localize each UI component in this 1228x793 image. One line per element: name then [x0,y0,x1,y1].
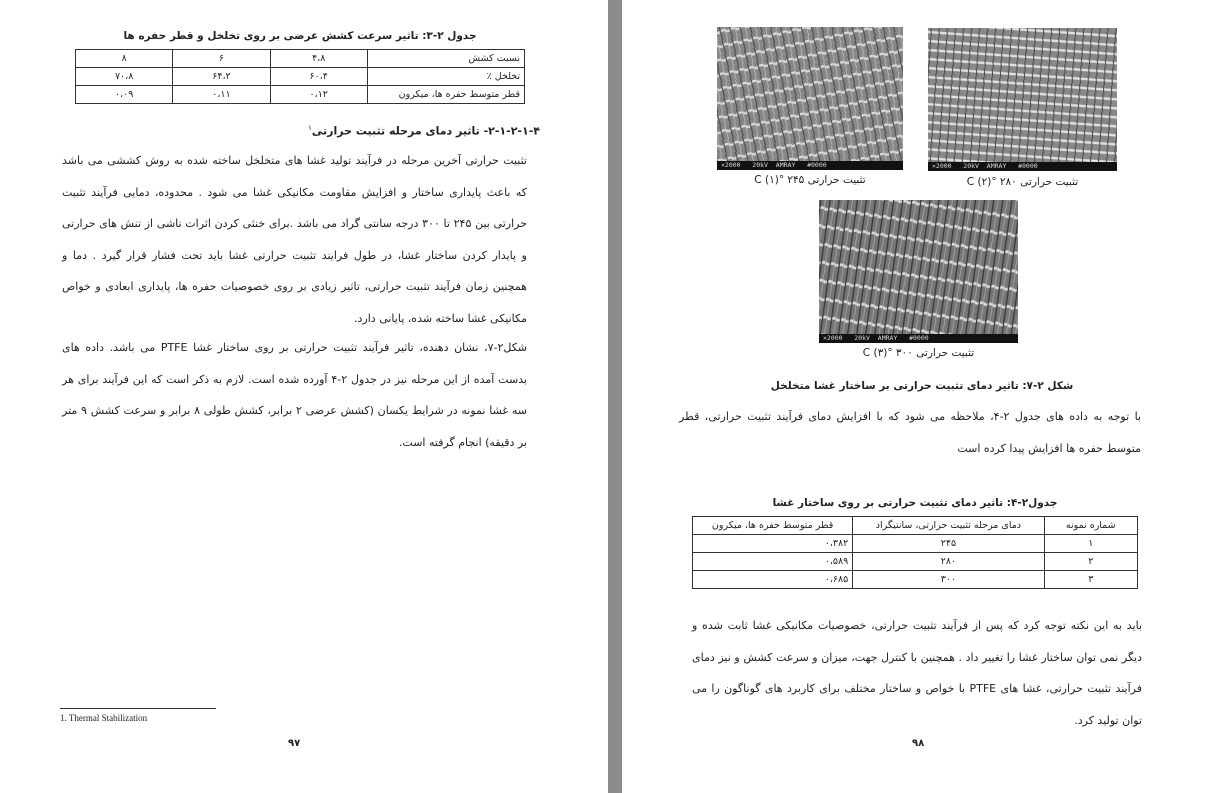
sem-texture [819,200,1018,334]
table-caption: جدول۲-۴: تاثیر دمای تثبیت حرارتی بر روی ساختار غشا [772,497,1058,509]
table-cell: ۰،۱۱ [173,86,270,104]
table-row [693,553,1138,571]
paragraph: با توجه به داده های جدول ۲-۴، ملاحظه می شود که با افزایش دمای فرآیند تثبیت حرارتی، قطر متوسط حفره ها افزایش پیدا کرده است [679,410,1141,455]
paragraph: تثبیت حرارتی آخرین مرحله در فرآیند تولید غشا های متخلخل ساخته شده به روش کششی می باشد که باعث پایداری ساختار و افزایش مقاومت مکانیکی غشا می شود . محدوده، دمایی فرآیند تثبیت حرارتی بین ۲۴۵ تا ۳۰۰ درجه سانتی گراد می باشد .برای خنثی کردن اثرات ناشی از تنش های حرارتی و پایدار کردن ساختار غشا، در طول فرایند تثبیت حرارتی غشا باید تحت فشار قرار گیرد . دما و همچنین زمان فرآیند تثبیت حرارتی، تاثیر زیادی بر روی خصوصیات حفره ها، پایداری ابعادی و خواص مکانیکی غشا ساخته شده، پایانی دارد. [62,154,527,325]
heat-stabilization-table [692,516,1138,589]
page-number: ۹۸ [912,738,925,749]
table-row [76,68,525,86]
table-header-row [693,517,1138,535]
table-cell: نسبت کشش [367,50,524,68]
paragraph: باید به این نکته توجه کرد که پس از فرآیند تثبیت حرارتی، خصوصیات مکانیکی غشا ثابت شده و دیگر نمی توان ساختار غشا را تغییر داد . همچنین با کنترل جهت، میزان و سرعت کشش و نیز دمای فرآیند تثبیت حرارتی، غشا های PTFE با خواص و ساختار مختلف برای کاربرد های گوناگون را می توان تولید کرد. [692,619,1142,727]
table-cell: ۲۴۵ [853,535,1044,553]
figure-caption: شکل ۲-۷: تاثیر دمای تثبیت حرارتی بر ساختار غشا متخلخل [770,380,1074,392]
sem-texture [928,28,1117,162]
table-row [76,50,525,68]
table-header-cell: دمای مرحله تثبیت حرارتی، سانتیگراد [853,517,1044,535]
stretch-speed-table [75,49,525,104]
scale-bar: ×2000 20kV AMRAY #0000 [819,334,1018,343]
table-cell: قطر متوسط حفره ها، میکرون [367,86,524,104]
table-cell: ۲ [1044,553,1137,571]
section-heading [75,124,540,138]
footnote: 1. Thermal Stabilization [60,713,148,723]
table-cell: ۸ [76,50,173,68]
table-cell: ۳۰۰ [853,571,1044,589]
table-cell: ۷۰،۸ [76,68,173,86]
sem-texture [717,27,903,161]
table-caption: جدول ۲-۳: تاثیر سرعت کشش عرضی بر روی تخلخل و قطر حفره ها [123,30,477,42]
sem-image [819,200,1018,343]
table-cell: ۰،۰۹ [76,86,173,104]
footnote-divider [60,708,216,709]
left-page [0,0,608,793]
table-cell: ۴،۸ [270,50,367,68]
table-cell: ۰،۶۸۵ [693,571,853,589]
table-cell: ۲۸۰ [853,553,1044,571]
paragraph: شکل۲-۷، نشان دهنده، تاثیر فرآیند تثبیت حرارتی بر روی ساختار غشا PTFE می باشد. داده های بدست آمده از این مرحله نیز در جدول ۲-۴ آورده شده است. لازم به ذکر است که این فرآیند برای هر سه غشا نمونه در شرایط یکسان (کشش عرضی ۲ برابر، کشش طولی ۸ برابر و سرعت کشش ۹ متر بر دقیقه) انجام گرفته است. [62,341,528,449]
table-cell: ۰،۳۸۲ [693,535,853,553]
table-row [693,571,1138,589]
table-cell: ۶۰،۴ [270,68,367,86]
table-cell: ۰،۱۲ [270,86,367,104]
table-row [76,86,525,104]
scale-bar: ×2000 20kV AMRAY #0000 [928,162,1117,171]
section-heading-text: ۲-۱-۲-۱-۴- تاثیر دمای مرحله تثبیت حرارتی [311,124,540,138]
table-header-cell: شماره نمونه [1044,517,1137,535]
table-cell: تخلخل ٪ [367,68,524,86]
sem-image [717,27,903,170]
table-cell: ۶۴،۲ [173,68,270,86]
right-page [622,0,1228,793]
page-number: ۹۷ [288,738,301,749]
image-caption: تثبیت حرارتی ۲۴۵ °C (۱) [754,174,866,186]
table-cell: ۱ [1044,535,1137,553]
table-cell: ۶ [173,50,270,68]
table-row [693,535,1138,553]
sem-image [928,28,1117,171]
image-caption: تثبیت حرارتی ۲۸۰ °C (۲) [966,176,1079,188]
table-header-cell: قطر متوسط حفره ها، میکرون [693,517,853,535]
scale-bar: ×2000 20kV AMRAY #0000 [717,161,903,170]
image-caption: تثبیت حرارتی ۳۰۰ °C (۳) [862,347,975,359]
table-cell: ۳ [1044,571,1137,589]
footnote-ref: ۱ [308,124,312,132]
table-cell: ۰،۵۸۹ [693,553,853,571]
